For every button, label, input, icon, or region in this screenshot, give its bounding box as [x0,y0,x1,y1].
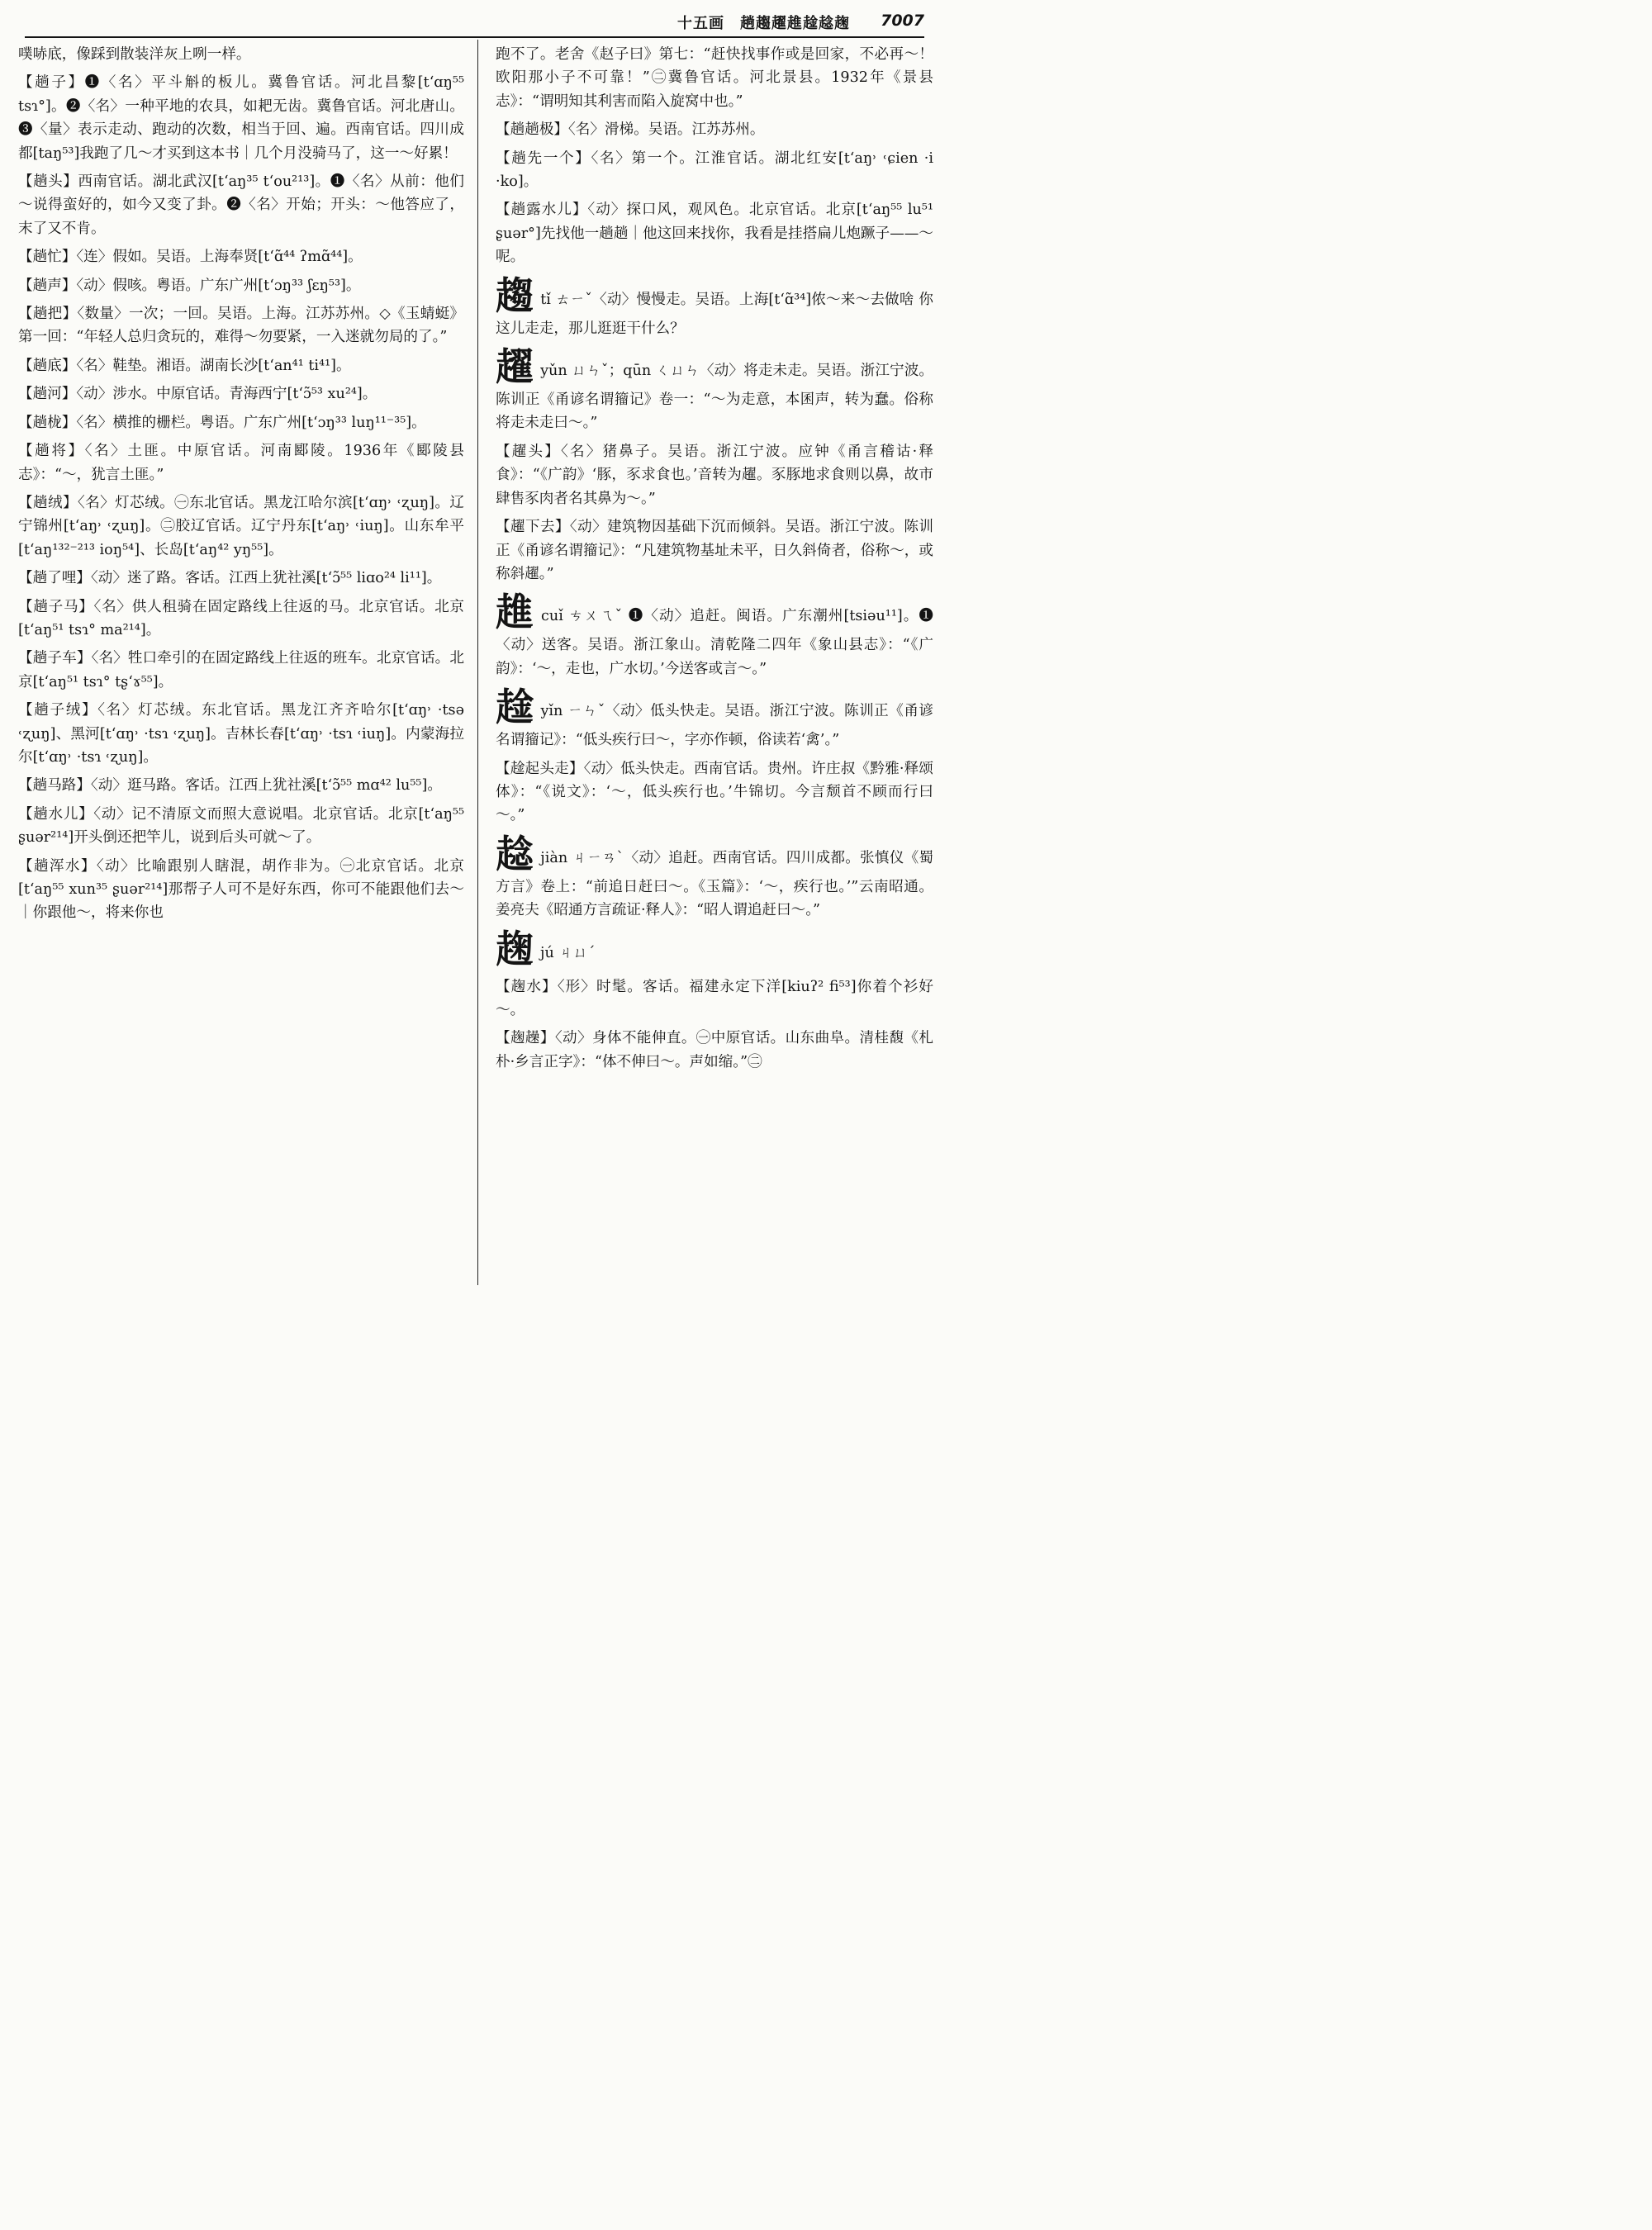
head-character-definition: tǐ ㄊㄧˇ〈动〉慢慢走。吴语。上海[tʻɑ̃³⁴]侬～来～去做啥 你这儿走走，那儿逛逛干什么？ [496,291,933,337]
head-character-entry [496,345,933,435]
dictionary-entry: 噗哧底，像踩到散装洋灰上咧一样。 [18,46,251,63]
dictionary-entry: 【趟将】〈名〉土匪。中原官话。河南郾陵。1936年《郾陵县志》：“～，犹言土匪。” [18,443,464,483]
right-column [496,43,933,1285]
dictionary-entry: 【趟先一个】〈名〉第一个。江淮官话。湖北红安[tʻaŋ˒ ˓ɕien ·i ·ko]。 [496,149,933,191]
dictionary-entry: 【趟了哩】〈动〉迷了路。客话。江西上犹社溪[tʻɔ̃⁵⁵ liɑo²⁴ li¹¹]。 [18,570,442,587]
left-column [18,43,464,1285]
dictionary-entry: 【趜水】〈形〉时髦。客话。福建永定下洋[kiuʔ² fi⁵³]你着个衫好～。 [496,978,933,1018]
dictionary-entry: 【趟栊】〈名〉横推的栅栏。粤语。广东广州[tʻɔŋ³³ luŋ¹¹⁻³⁵]。 [18,414,426,431]
head-character-entry [496,591,933,681]
dictionary-entry: 【趟头】西南官话。湖北武汉[tʻaŋ³⁵ tʻou²¹³]。❶〈名〉从前：他们～说得蛮好的，如今又变了卦。❷〈名〉开始；开头：～他答应了，末了又不肯。 [18,173,464,237]
dictionary-entry: 【趟子绒】〈名〉灯芯绒。东北官话。黑龙江齐齐哈尔[tʻɑŋ˒ ·tsə ˓ʐuŋ]、黑河[tʻɑŋ˒ ·tsɿ ˓ʐuŋ]。吉林长春[tʻɑŋ˒ ·tsɿ ˓iuŋ]。内蒙海拉尔[tʻɑŋ˒ ·tsɿ ˓ʐuŋ]。 [18,702,464,766]
dictionary-entry: 【趟把】〈数量〉一次；一回。吴语。上海。江苏苏州。◇《玉蜻蜓》第一回：“年轻人总归贪玩的，难得～勿要紧，一入迷就勿局的了。” [18,306,464,346]
dictionary-entry: 【趟声】〈动〉假咳。粤语。广东广州[tʻɔŋ³³ ʃɛŋ⁵³]。 [18,277,361,294]
head-character: 趜 [496,926,534,971]
dictionary-entry: 【趯头】〈名〉猪鼻子。吴语。浙江宁波。应钟《甬言稽诂·释食》：“《广韵》‘豚，豕求食也。’音转为趯。豕豚地求食则以鼻，故市肆售豕肉者名其鼻为～。” [496,443,933,507]
dictionary-entry: 【趟浑水】〈动〉比喻跟别人瞎混，胡作非为。㊀北京官话。北京[tʻaŋ⁵⁵ xun³⁵ ʂuər²¹⁴]那帮子人可不是好东西，你可不能跟他们去～｜你跟他～，将来你也 [18,857,464,922]
dictionary-entry: 【趟河】〈动〉涉水。中原官话。青海西宁[tʻɔ̃⁵³ xu²⁴]。 [18,386,377,403]
running-title: 十五画 趟趨趯趡趛趝趜 [677,15,850,32]
dictionary-entry: 【趜趮】〈动〉身体不能伸直。㊀中原官话。山东曲阜。清桂馥《札朴·乡言正字》：“体不伸曰～。声如缩。”㊁ [496,1030,933,1070]
dictionary-entry: 【趟马路】〈动〉逛马路。客话。江西上犹社溪[tʻɔ̃⁵⁵ mɑ⁴² lu⁵⁵]。 [18,777,442,795]
head-character: 趡 [496,590,535,635]
dictionary-entry: 跑不了。老舍《赵子曰》第七：“赶快找事作或是回家，不必再～！欧阳那小子不可靠！”㊁冀鲁官话。河北景县。1932年《景县志》：“谓明知其利害而陷入旋窝中也。” [496,46,933,110]
dictionary-entry: 【趟底】〈名〉鞋垫。湘语。湖南长沙[tʻan⁴¹ ti⁴¹]。 [18,357,351,374]
dictionary-entry: 【趟绒】〈名〉灯芯绒。㊀东北官话。黑龙江哈尔滨[tʻɑŋ˒ ˓ʐuŋ]。辽宁锦州[tʻaŋ˒ ˓ʐuŋ]。㊁胶辽官话。辽宁丹东[tʻaŋ˒ ˓iuŋ]。山东牟平[tʻaŋ¹³²⁻²¹³ ioŋ⁵⁴]、长岛[tʻaŋ⁴² yŋ⁵⁵]。 [18,494,464,558]
dictionary-entry: 【趟子马】〈名〉供人租骑在固定路线上往返的马。北京官话。北京[tʻaŋ⁵¹ tsɿ° ma²¹⁴]。 [18,598,464,638]
dictionary-entry: 【趟水儿】〈动〉记不清原文而照大意说唱。北京官话。北京[tʻaŋ⁵⁵ ʂuər²¹⁴]开头倒还把竿儿，说到后头可就～了。 [18,805,464,847]
dictionary-entry: 【趟子车】〈名〉牲口牵引的在固定路线上往返的班车。北京官话。北京[tʻaŋ⁵¹ tsɿ° tʂʻɤ⁵⁵]。 [18,650,464,690]
head-character: 趝 [496,831,534,876]
page-number: 7007 [881,12,924,30]
head-character-definition: jiàn ㄐㄧㄢˋ〈动〉追赶。西南官话。四川成都。张慎仪《蜀方言》卷上：“前追日赶曰～。《玉篇》：‘～，疾行也。’”云南昭通。姜亮夫《昭通方言疏证·释人》：“昭人谓追赶曰～。” [496,849,933,919]
head-character: 趛 [496,685,534,730]
dictionary-entry: 【趯下去】〈动〉建筑物因基础下沉而倾斜。吴语。浙江宁波。陈训正《甬谚名谓籀记》：“凡建筑物基址未平，日久斜倚者，俗称～，或称斜趯。” [496,519,933,582]
head-character-definition: yǔn ㄩㄣˇ；qūn ㄑㄩㄣ〈动〉将走未走。吴语。浙江宁波。陈训正《甬谚名谓籀记》卷一：“～为走意，本囷声，转为蠢。俗称将走未走曰～。” [496,363,933,432]
head-character-definition: yǐn ㄧㄣˇ〈动〉低头快走。吴语。浙江宁波。陈训正《甬谚名谓籀记》：“低头疾行曰～，字亦作顿，俗读若‘禽’。” [496,703,933,749]
dictionary-entry: 【趟趟极】〈名〉滑梯。吴语。江苏苏州。 [496,121,765,139]
dictionary-entry: 【趟露水儿】〈动〉探口风，观风色。北京官话。北京[tʻaŋ⁵⁵ lu⁵¹ ʂuər°]先找他一趟趟｜他这回来找你，我看是挂搭扁儿炮蹶子——～呢。 [496,202,933,266]
head-character-entry [496,833,933,923]
page-header [25,5,924,33]
dictionary-entry: 【趟忙】〈连〉假如。吴语。上海奉贤[tʻɑ̃⁴⁴ ʔmɑ̃⁴⁴]。 [18,249,363,266]
head-character-entry [496,686,933,752]
dictionary-entry: 【趛起头走】〈动〉低头快走。西南官话。贵州。许庄叔《黔雅·释颂体》：“《说文》：‘～，低头疾行也。’牛锦切。今言颓首不顾而行曰～。” [496,760,933,824]
head-character: 趨 [496,273,534,318]
head-character-entry [496,274,933,340]
head-character-definition: jú ㄐㄩˊ [540,944,596,961]
column-divider [477,40,478,1285]
head-character: 趯 [496,344,534,390]
head-character-entry [496,928,933,970]
dictionary-entry: 【趟子】❶〈名〉平斗斛的板儿。冀鲁官话。河北昌黎[tʻɑŋ⁵⁵ tsɿ°]。❷〈名〉一种平地的农具，如耙无齿。冀鲁官话。河北唐山。❸〈量〉表示走动、跑动的次数，相当于回、遍。西南官话。四川成都[taŋ⁵³]我跑了几～才买到这本书｜几个月没骑马了，这一～好累！ [18,74,464,162]
head-character-definition: cuǐ ㄘㄨㄟˇ ❶〈动〉追赶。闽语。广东潮州[tsiəu¹¹]。❶〈动〉送客。吴语。浙江象山。清乾隆二四年《象山县志》：“《广韵》：‘～，走也，广水切。’今送客或言～。” [496,608,933,677]
header-rule [25,36,924,38]
